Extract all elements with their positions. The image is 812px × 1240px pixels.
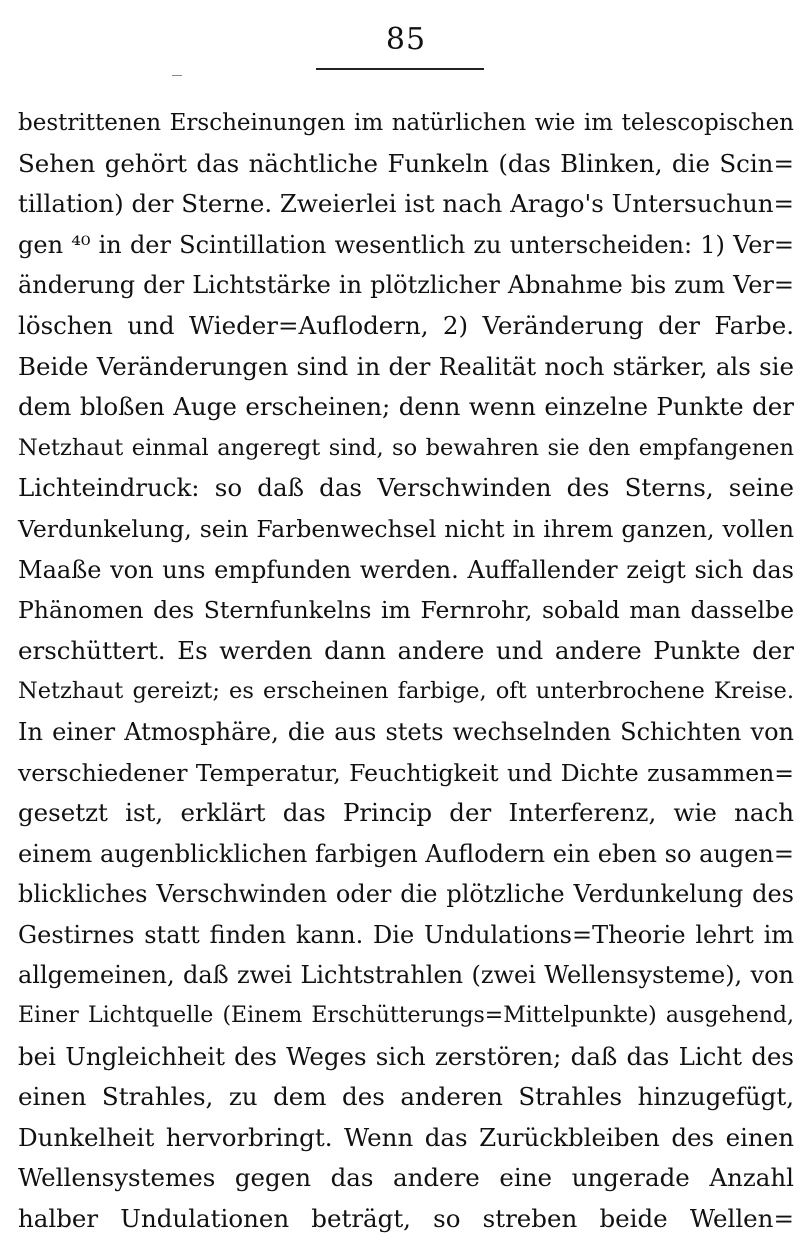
text-line: Beide Veränderungen sind in der Realität noch stärker, als sie [18,351,794,381]
text-line: gesetzt ist, erklärt das Princip der Interferenz, wie nach [18,798,794,828]
text-line: In einer Atmosphäre, die aus stets wechselnden Schichten von [18,717,794,746]
text-line: halber Undulationen beträgt, so streben beide Wellen= [18,1204,794,1234]
text-line: bestrittenen Erscheinungen im natürlichen wie im telescopischen [18,110,794,136]
print-speck [172,75,182,76]
text-line: Phänomen des Sternfunkelns im Fernrohr, sobald man dasselbe [18,596,794,625]
text-line: löschen und Wieder=Auflodern, 2) Veränderung der Farbe. [18,310,794,340]
text-line: allgemeinen, daß zwei Lichtstrahlen (zwei Wellensysteme), von [18,961,794,990]
header-rule [316,68,484,70]
text-line: Netzhaut einmal angeregt sind, so bewahren sie den empfangenen [18,434,794,461]
text-line: Gestirnes statt finden kann. Die Undulations=Theorie lehrt im [18,920,794,949]
page-number: 85 [385,22,427,57]
text-line: bei Ungleichheit des Weges sich zerstören; daß das Licht des [18,1041,794,1071]
body-text [18,103,794,1240]
text-line: verschiedener Temperatur, Feuchtigkeit und Dichte zusammen= [18,758,794,787]
text-line: erschüttert. Es werden dann andere und andere Punkte der [18,635,794,665]
text-line: änderung der Lichtstärke in plötzlicher Abnahme bis zum Ver= [18,271,794,300]
text-line: Wellensystemes gegen das andere eine ungerade Anzahl [18,1163,794,1193]
text-line: tillation) der Sterne. Zweierlei ist nach Arago's Untersuchun= [18,189,795,219]
text-line: Einer Lichtquelle (Einem Erschütterungs=Mittelpunkte) ausgehend, [18,1003,794,1029]
text-line: gen ⁴⁰ in der Scintillation wesentlich zu unterscheiden: 1) Ver= [18,230,794,259]
text-line: Sehen gehört das nächtliche Funkeln (das Blinken, die Scin= [18,148,794,178]
text-line: einen Strahles, zu dem des anderen Strahles hinzugefügt, [18,1082,794,1112]
text-line: Maaße von uns empfunden werden. Auffallender zeigt sich das [18,555,794,584]
text-line: dem bloßen Auge erscheinen; denn wenn einzelne Punkte der [18,392,794,422]
text-line: Lichteindruck: so daß das Verschwinden des Sterns, seine [18,473,794,503]
text-line: Dunkelheit hervorbringt. Wenn das Zurückbleiben des einen [18,1122,794,1152]
text-line: Netzhaut gereizt; es erscheinen farbige, oft unterbrochene Kreise. [18,678,794,705]
text-line: blickliches Verschwinden oder die plötzliche Verdunkelung des [18,880,794,909]
text-line: einem augenblicklichen farbigen Auflodern ein eben so augen= [18,839,794,868]
text-line: Verdunkelung, sein Farbenwechsel nicht in ihrem ganzen, vollen [18,514,794,543]
